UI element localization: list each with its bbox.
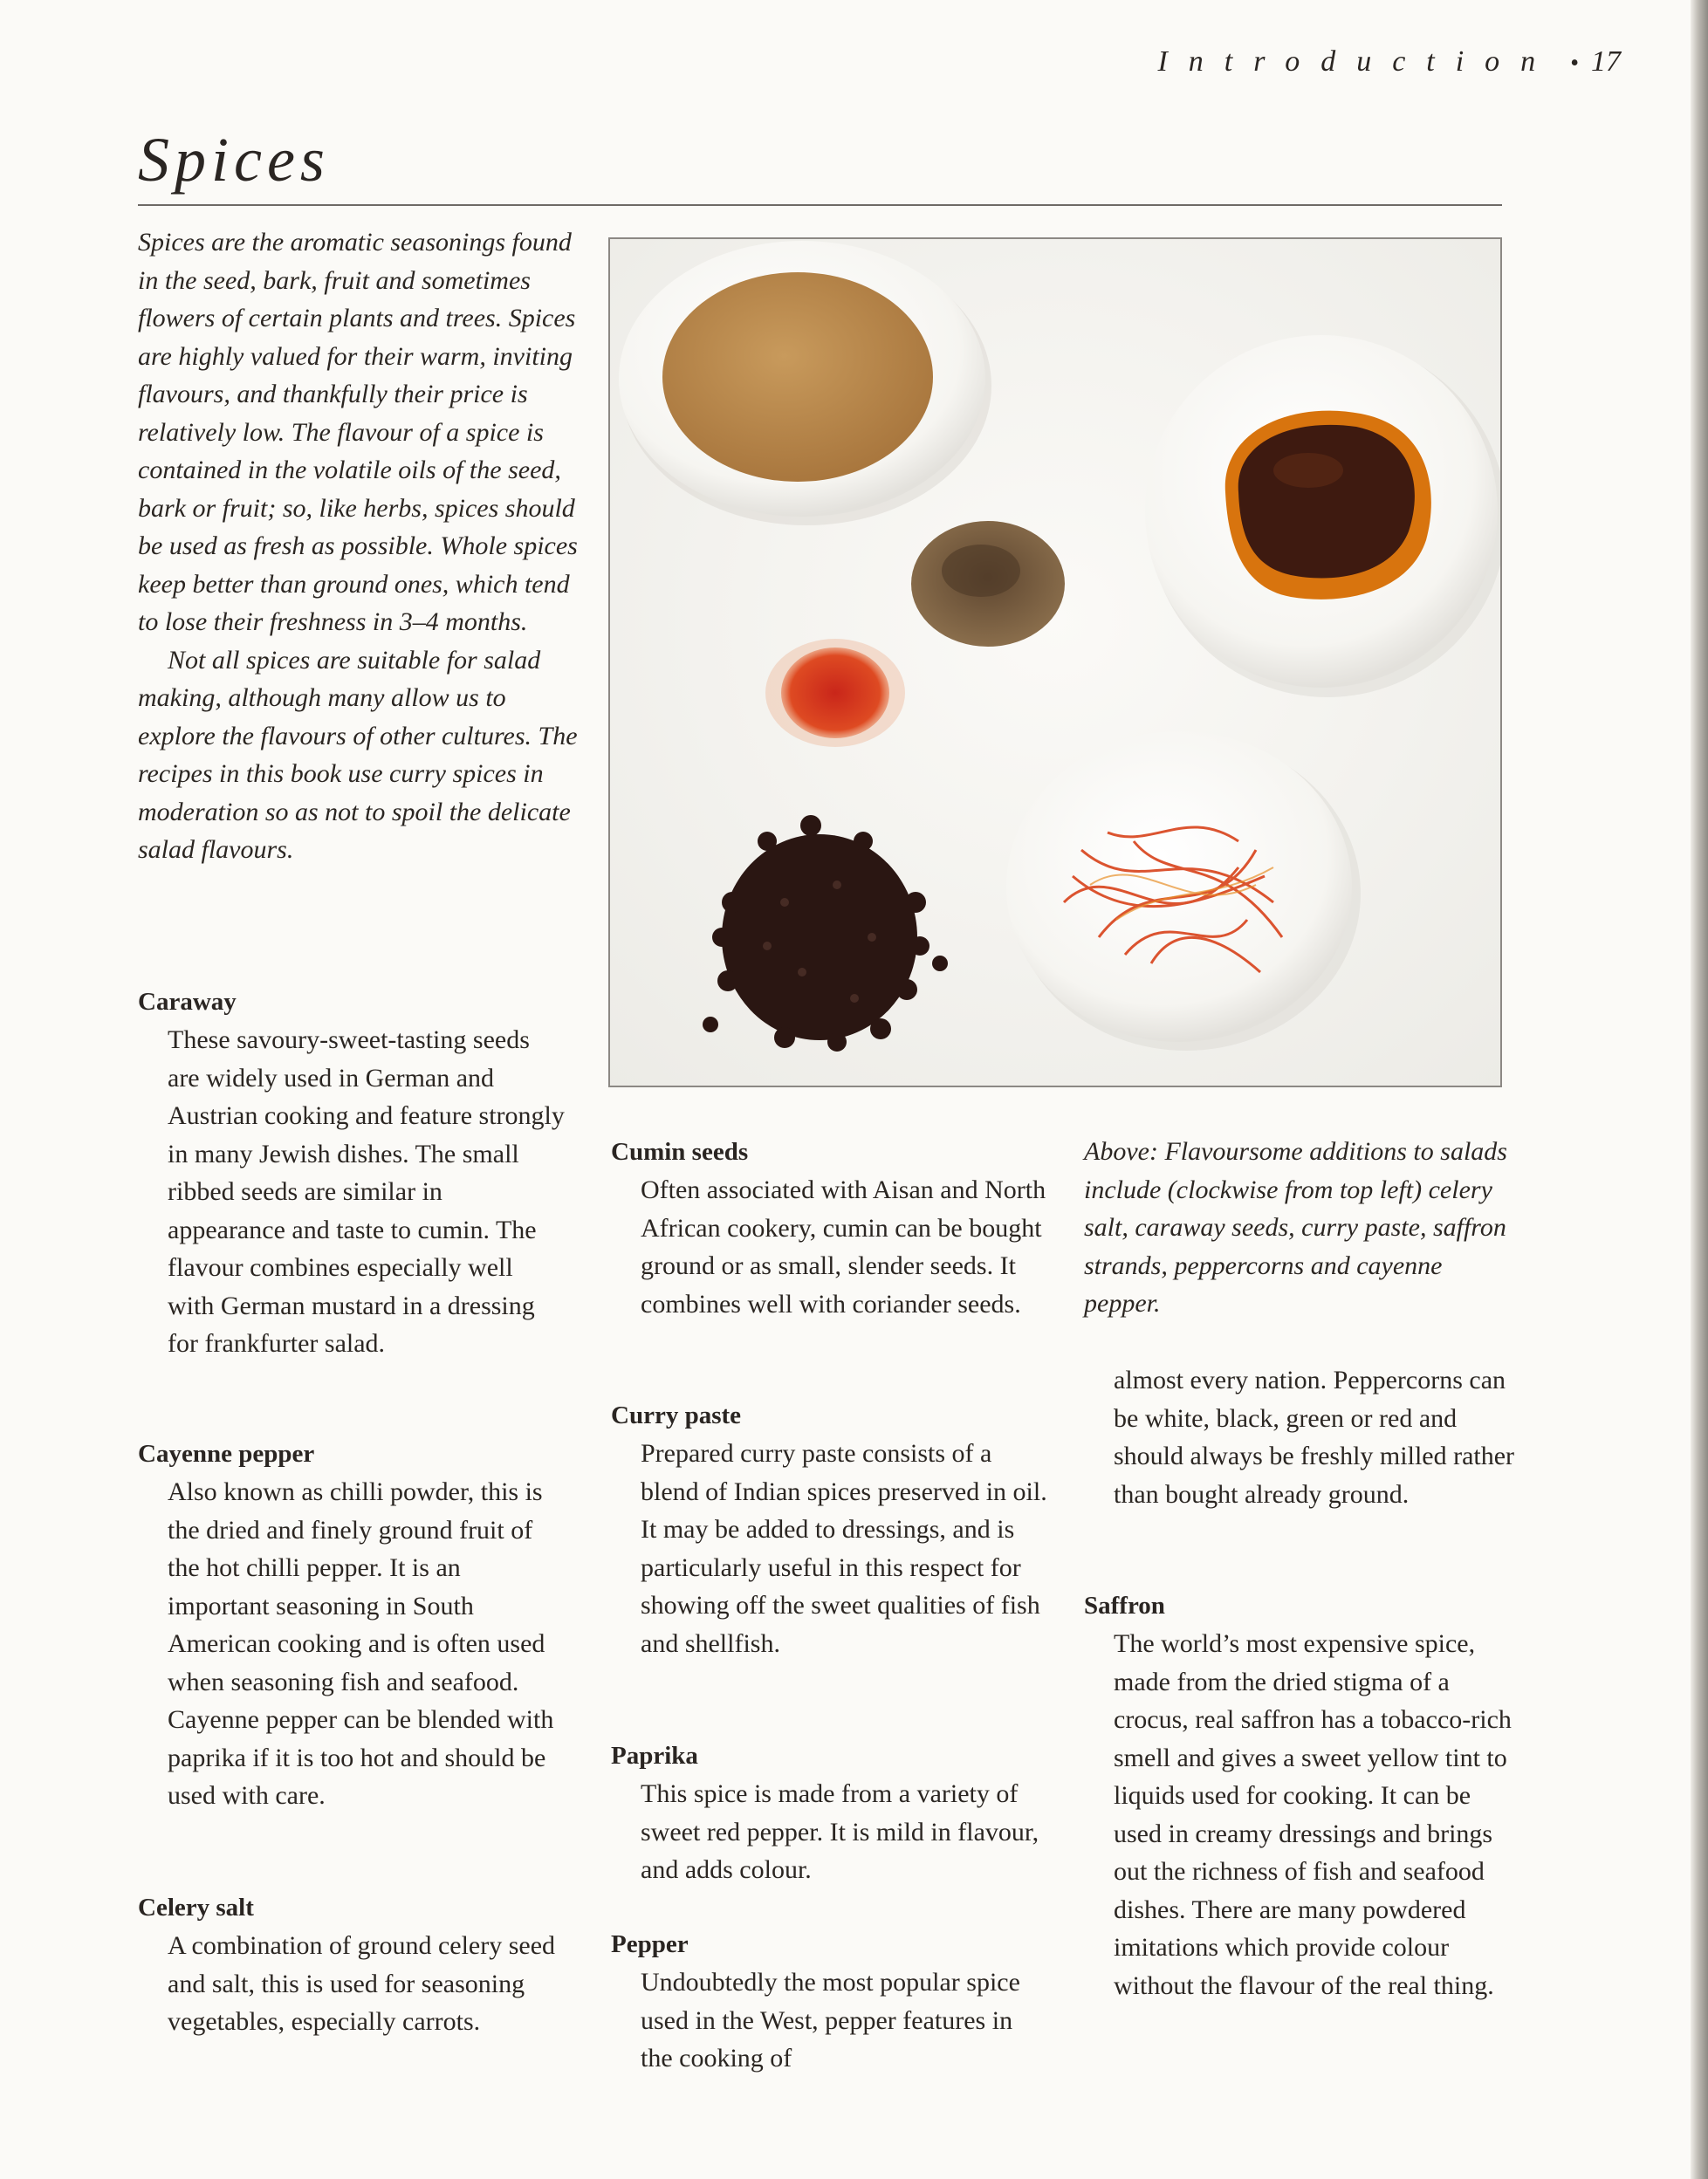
entry-heading: Celery salt [138, 1894, 254, 1922]
entry-heading: Curry paste [611, 1401, 742, 1429]
entry-heading: Caraway [138, 988, 237, 1016]
title-rule [138, 204, 1502, 206]
entry-body: This spice is made from a variety of sweet red pepper. It is mild in flavour, and adds colour. [641, 1779, 1039, 1884]
intro-text [138, 223, 583, 869]
running-head [1157, 45, 1621, 79]
entry-body: The world’s most expensive spice, made from the dried stigma of a crocus, real saffron has a tobacco-rich smell and gives a sweet yellow tint to liquids used for cooking. It can be used in creamy dressings and brings out the richness of fish and seafood dishes. There are many powdered imitations which provide colour without the flavour of the real thing. [1114, 1629, 1512, 2000]
entry-pepper [611, 1925, 1047, 2078]
pepper-continued: almost every nation. Peppercorns can be white, black, green or red and should always be freshly milled rather than bought already ground. [1114, 1366, 1515, 1509]
entry-heading: Cumin seeds [611, 1138, 749, 1166]
photo-caption: Above: Flavoursome additions to salads include (clockwise from top left) celery salt, caraway seeds, curry paste, saffron strands, peppercorns and cayenne pepper. [1084, 1137, 1507, 1318]
running-head-section: Introduction [1157, 45, 1557, 78]
entry-heading: Cayenne pepper [138, 1440, 315, 1468]
page-title: Spices [138, 125, 330, 195]
entry-cayenne-pepper [138, 1435, 566, 1815]
entry-heading: Pepper [611, 1930, 689, 1958]
entry-celery-salt [138, 1888, 566, 2041]
entry-curry-paste [611, 1396, 1047, 1662]
intro-paragraph: Not all spices are suitable for salad making, although many allow us to explore the flavours of other cultures. The recipes in this book use curry spices in moderation so as not to spoil the delicate salad flavours. [138, 645, 578, 864]
entry-heading: Saffron [1084, 1592, 1165, 1620]
entry-body: Also known as chilli powder, this is the dried and finely ground fruit of the hot chilli pepper. It is an important seasoning in South American cooking and is often used when seasoning fish and seafood. Cayenne pepper can be blended with paprika if it is too hot and should be used with care. [168, 1477, 554, 1810]
running-head-bullet: • [1570, 50, 1579, 77]
entry-body: Undoubtedly the most popular spice used in the West, pepper features in the cooking of [641, 1968, 1020, 2073]
page-number: 17 [1591, 45, 1621, 78]
entry-caraway [138, 983, 566, 1363]
entry-paprika [611, 1737, 1047, 1889]
spices-photo [608, 237, 1502, 1087]
cayenne-pepper-pile [765, 639, 905, 747]
entry-heading: Paprika [611, 1742, 698, 1770]
book-spine-shadow [1691, 0, 1708, 2179]
entry-body: A combination of ground celery seed and salt, this is used for seasoning vegetables, especially carrots. [168, 1931, 556, 2036]
entry-saffron [1084, 1586, 1512, 2004]
entry-body: These savoury-sweet-tasting seeds are widely used in German and Austrian cooking and feature strongly in many Jewish dishes. The small ribbed seeds are similar in appearance and taste to cumin. The flavour combines especially well with German mustard in a dressing for frankfurter salad. [168, 1025, 565, 1358]
entry-body: Often associated with Aisan and North African cookery, cumin can be bought ground or as small, slender seeds. It combines well with coriander seeds. [641, 1175, 1046, 1319]
entry-cumin-seeds [611, 1133, 1047, 1323]
entry-body: Prepared curry paste consists of a blend of Indian spices preserved in oil. It may be added to dressings, and is particularly useful in this respect for showing off the sweet qualities of fish and shellfish. [641, 1439, 1047, 1658]
caraway-seeds-pile [911, 521, 1065, 647]
intro-paragraph: Spices are the aromatic seasonings found in the seed, bark, fruit and sometimes flowers of certain plants and trees. Spices are highly valued for their warm, inviting flavours, and thankfully their price is relatively low. The flavour of a spice is contained in the volatile oils of the seed, bark or fruit; so, like herbs, spices should be used as fresh as possible. Whole spices keep better than ground ones, which tend to lose their freshness in 3–4 months. [138, 228, 578, 636]
